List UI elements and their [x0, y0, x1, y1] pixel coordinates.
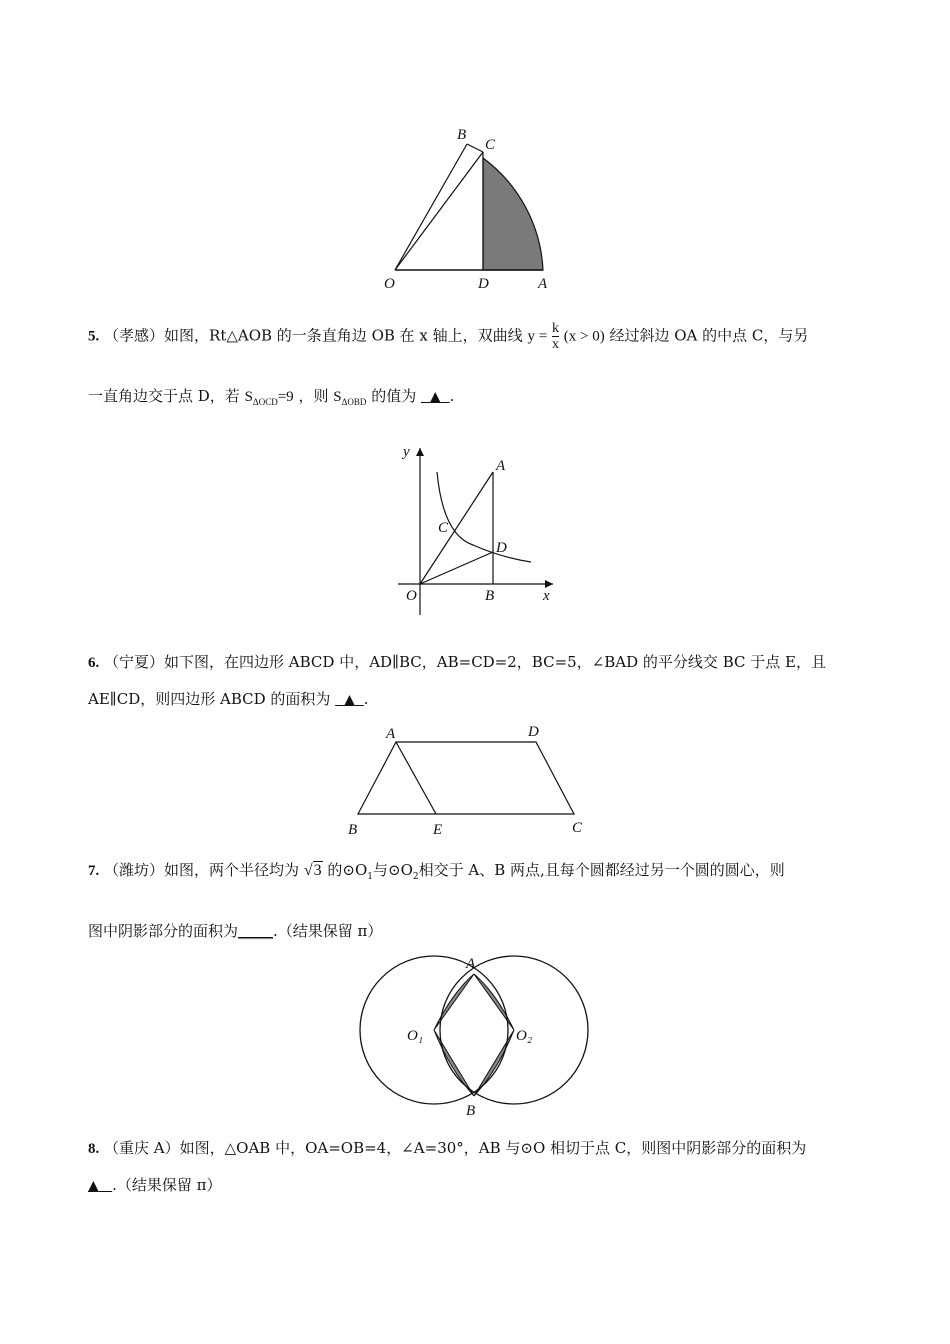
label-A: A — [466, 956, 476, 972]
question-6-line2: AE∥CD，则四边形 ABCD 的面积为 ▲ . — [88, 690, 369, 708]
question-8-line2 — [88, 1175, 222, 1196]
question-7-line1 — [88, 860, 785, 887]
label-x: x — [543, 588, 550, 604]
question-text: （重庆 A）如图，△OAB 中，OA=OB=4，∠A=30°，AB 与⊙O 相切于点 C，则图中阴影部分的面积为 — [104, 1139, 807, 1157]
question-text: 图中阴影部分的面积为 — [88, 922, 239, 940]
answer-blank: ▲ — [429, 389, 441, 405]
question-text: .（结果保留 π） — [112, 1176, 222, 1194]
label-B: B — [348, 822, 358, 838]
shaded-region — [483, 158, 543, 270]
equation-y: y = — [527, 328, 548, 345]
label-B: B — [466, 1103, 476, 1119]
label-O: O — [384, 276, 395, 292]
question-text: AE∥CD，则四边形 ABCD 的面积为 — [88, 690, 331, 708]
area-obd: $S_{\Delta OBD}$ — [333, 389, 367, 407]
question-text: 一直角边交于点 D，若 — [88, 387, 240, 405]
question-text: 的值为 — [371, 387, 417, 405]
question-number: 6. — [88, 655, 100, 671]
label-O: O — [406, 588, 417, 604]
question-7-line2 — [88, 921, 382, 942]
sqrt-three: √3 — [303, 862, 322, 879]
label-C: C — [485, 137, 496, 153]
label-O2: O₂ — [516, 1028, 533, 1044]
answer-blank: ▲ — [88, 1178, 99, 1194]
label-D: D — [478, 276, 489, 292]
figure-two-circles — [352, 948, 592, 1120]
label-y: y — [403, 444, 410, 460]
question-5-line1 — [88, 321, 808, 352]
answer-blank: _____ — [238, 924, 274, 940]
question-text: （孝感）如图，Rt△AOB 的一条直角边 OB 在 x 轴上，双曲线 — [104, 326, 523, 345]
figure-sector — [378, 122, 558, 294]
question-6-line1 — [88, 652, 826, 673]
label-A: A — [538, 276, 548, 292]
question-number: 8. — [88, 1141, 100, 1157]
label-O1: O₁ — [407, 1028, 424, 1044]
fraction-k-over-x — [552, 321, 559, 352]
question-8-line1 — [88, 1138, 806, 1159]
label-A: A — [386, 726, 396, 742]
label-B: B — [485, 588, 495, 604]
answer-blank: ▲ — [344, 692, 355, 708]
question-5-line2: 一直角边交于点 D，若 $S_{\Delta OCD}=9$ ，则 $S_{\Delta OBD}$ 的值为 ▲ . — [88, 387, 455, 407]
label-D: D — [496, 540, 507, 556]
question-text: .（结果保留 π） — [273, 922, 383, 940]
fraction-denominator: x — [551, 337, 559, 352]
figure-hyperbola — [393, 440, 563, 620]
label-A: A — [496, 458, 506, 474]
question-text: 的$⊙O_1$与$⊙O_2$相交于 A、B 两点,且每个圆都经过另一个圆的圆心，则 — [327, 861, 785, 882]
question-text: 经过斜边 OA 的中点 C，与另 — [609, 326, 809, 345]
label-E: E — [433, 822, 443, 838]
shaded-lens-left-bottom — [434, 1030, 474, 1096]
fraction-numerator: k — [551, 321, 559, 336]
question-text: （宁夏）如下图，在四边形 ABCD 中，AD∥BC，AB=CD=2，BC=5，∠BAD 的平分线交 BC 于点 E，且 — [104, 653, 826, 671]
question-number: 7. — [88, 863, 100, 879]
label-C: C — [438, 520, 449, 536]
figure-trapezoid — [340, 718, 600, 840]
shaded-lens-right-bottom — [474, 1030, 514, 1096]
question-text: ，则 — [298, 387, 329, 405]
label-B: B — [457, 127, 467, 143]
question-text: （潍坊）如图，两个半径均为 — [104, 861, 300, 879]
domain-condition: (x > 0) — [563, 328, 605, 345]
label-C: C — [572, 820, 583, 836]
question-number: 5. — [88, 328, 100, 345]
label-D: D — [528, 724, 539, 740]
area-ocd: $S_{\Delta OCD}=9$ — [244, 389, 294, 407]
